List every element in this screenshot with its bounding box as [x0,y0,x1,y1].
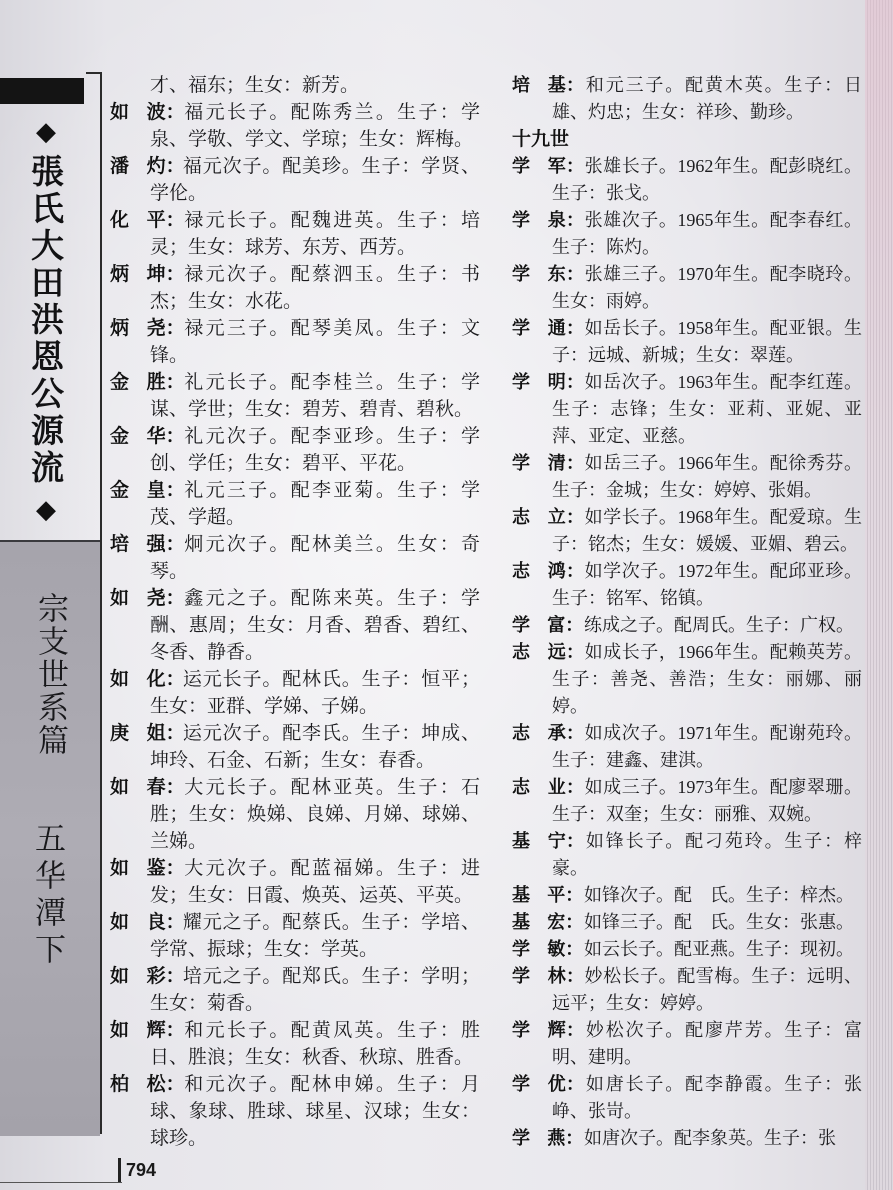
person-name: 柏 松： [110,1073,185,1095]
entry-line [110,909,480,936]
entry-line [110,963,480,990]
entry-line [512,1071,862,1098]
entry-line [552,234,862,261]
genealogy-entry [512,1017,862,1071]
entry-text: 禄元长子。配魏进英。生子：培 [182,210,480,231]
entry-text: 酬、惠周；生女：月香、碧香、碧红、 [150,615,480,636]
genealogy-entry [110,1017,480,1071]
person-name: 学 林： [512,966,584,987]
person-name: 如 鉴： [110,857,185,879]
entry-line [552,585,862,612]
entry-text: 如锋长子。配刁苑玲。生子：梓 [584,831,862,851]
diamond-icon: ◆ [36,495,56,525]
person-name: 庚 姐： [110,722,185,744]
entry-line [552,180,862,207]
entry-text: 谋、学世；生女：碧芳、碧青、碧秋。 [150,399,474,420]
entry-line [150,801,480,828]
entry-text: 福元长子。配陈秀兰。生子：学 [182,102,480,123]
person-name: 志 鸿： [512,561,584,582]
entry-text: 生子：张戈。 [552,183,660,203]
entry-text: 生子：建鑫、建淇。 [552,750,714,770]
entry-line [150,936,480,963]
genealogy-entry [110,1071,480,1152]
person-name: 如 波： [110,101,185,123]
entry-line [150,1125,480,1152]
entry-text: 运元次子。配李氏。生子：坤成、 [182,723,480,744]
entry-line [110,1017,480,1044]
entry-text: 坤玲、石金、石新；生女：春香。 [150,750,436,771]
entry-text: 如成长子，1966年生。配赖英芳。 [584,642,862,662]
entry-line [512,909,862,936]
entry-line [110,369,480,396]
entry-line [150,126,480,153]
entry-text: 培元之子。配郑氏。生子：学明； [182,966,480,987]
entry-text: 如学次子。1972年生。配邱亚珍。 [584,561,862,581]
genealogy-entry [512,612,862,639]
entry-line [512,504,862,531]
entry-line [150,639,480,666]
entry-text: 禄元三子。配琴美凤。生子：文 [182,318,480,339]
entry-text: 生子：志锋；生女：亚莉、亚妮、亚 [552,399,862,419]
entry-text: 鑫元之子。配陈来英。生子：学 [182,588,480,609]
genealogy-entry [110,72,480,99]
entry-text: 学伦。 [150,183,208,204]
entry-text: 兰娣。 [150,831,208,852]
entry-line [552,99,862,126]
entry-line [552,666,862,693]
entry-line [552,531,862,558]
entry-line [150,558,480,585]
entry-line [150,342,480,369]
entry-text: 如岳次子。1963年生。配李红莲。 [584,372,862,392]
genealogy-entry [512,261,862,315]
entry-text: 豪。 [552,858,588,878]
entry-line [150,180,480,207]
entry-line [552,693,862,720]
person-name: 基 平： [512,885,584,906]
generation-heading: 十九世 [512,128,570,150]
entry-line [110,531,480,558]
person-name: 培 基： [512,75,584,96]
genealogy-entry [512,720,862,774]
genealogy-entry [512,1125,862,1152]
entry-text: 礼元长子。配李桂兰。生子：学 [182,372,480,393]
entry-line [150,882,480,909]
person-name: 潘 灼： [110,155,185,177]
entry-text: 生女：亚群、学娣、子娣。 [150,696,379,717]
subsection-title-vertical: 五华潭下 [30,822,65,970]
genealogy-entry [110,585,480,666]
entry-text: 张雄长子。1962年生。配彭晓红。 [584,156,862,176]
genealogy-entry [110,369,480,423]
entry-line [512,828,862,855]
entry-line [512,774,862,801]
person-name: 志 业： [512,777,584,798]
genealogy-entry [512,828,862,882]
genealogy-entry [110,666,480,720]
page-number-bar [118,1158,121,1182]
entry-text: 大元次子。配蓝福娣。生子：进 [182,858,480,879]
entry-line [110,207,480,234]
entry-text: 妙松长子。配雪梅。生子：远明、 [584,966,862,986]
entry-text: 学常、振球；生女：学英。 [150,939,379,960]
entry-text: 禄元次子。配蔡泗玉。生子：书 [182,264,480,285]
person-name: 金 华： [110,425,185,447]
entry-text: 远平；生女：婷婷。 [552,993,714,1013]
person-name: 化 平： [110,209,185,231]
genealogy-entry [110,153,480,207]
entry-text: 锋。 [150,345,189,366]
entry-line [110,1071,480,1098]
entry-text: 创、学任；生女：碧平、平花。 [150,453,417,474]
entry-text: 生子：陈灼。 [552,237,660,257]
entry-line [110,666,480,693]
section-title-vertical: 宗支世系篇 [33,592,68,757]
entry-line [150,612,480,639]
entry-text: 婷。 [552,696,588,716]
sidebar-divider-line [100,72,102,1134]
entry-text: 灵；生女：球芳、东芳、西芳。 [150,237,417,258]
genealogy-entry [110,207,480,261]
entry-text: 耀元之子。配蔡氏。生子：学培、 [182,912,480,933]
entry-line [552,477,862,504]
entry-text: 生女：雨婷。 [552,291,660,311]
genealogy-entry [512,558,862,612]
entry-line [512,369,862,396]
genealogy-entry [512,207,862,261]
entry-line [552,801,862,828]
entry-text: 萍、亚定、亚慈。 [552,426,696,446]
entry-line [110,99,480,126]
entry-line [150,1044,480,1071]
genealogy-entry [110,261,480,315]
entry-text: 如岳长子。1958年生。配亚银。生 [584,318,862,338]
genealogy-entry [110,720,480,774]
entry-line [512,936,862,963]
entry-line [150,828,480,855]
entry-line [110,261,480,288]
entry-line [512,1017,862,1044]
genealogy-entry [110,774,480,855]
entry-line [512,612,862,639]
entry-text: 才、福东；生女：新芳。 [150,75,360,96]
person-name: 学 东： [512,264,584,285]
right-text-column [512,72,862,1152]
person-name: 炳 坤： [110,263,185,285]
entry-text: 生子：铭军、铭镇。 [552,588,714,608]
person-name: 基 宁： [512,831,584,852]
entry-text: 日、胜浪；生女：秋香、秋琼、胜香。 [150,1047,474,1068]
entry-line [552,1098,862,1125]
genealogy-entry [110,855,480,909]
genealogy-entry [512,774,862,828]
genealogy-entry [512,936,862,963]
genealogy-entry [110,99,480,153]
entry-line [110,585,480,612]
entry-line [150,72,480,99]
entry-line [150,288,480,315]
entry-line [512,1125,862,1152]
entry-text: 泉、学敬、学文、学琼；生女：辉梅。 [150,129,474,150]
entry-text: 冬香、静香。 [150,642,265,663]
entry-line [552,855,862,882]
entry-text: 如唐次子。配李象英。生子：张 [584,1128,836,1148]
entry-line [512,963,862,990]
genealogy-entry [110,315,480,369]
person-name: 学 优： [512,1074,584,1095]
entry-text: 炯元次子。配林美兰。生女：奇 [182,534,480,555]
entry-text: 妙松次子。配廖芹芳。生子：富 [584,1020,862,1040]
entry-line [512,720,862,747]
entry-text: 运元长子。配林氏。生子：恒平； [182,669,480,690]
entry-line [512,450,862,477]
entry-line [552,747,862,774]
genealogy-entry [512,369,862,450]
person-name: 如 尧： [110,587,185,609]
entry-line [552,1044,862,1071]
entry-line [150,1098,480,1125]
person-name: 学 清： [512,453,584,474]
person-name: 志 承： [512,723,584,744]
entry-line [552,423,862,450]
person-name: 学 明： [512,372,584,393]
person-name: 学 富： [512,615,584,636]
entry-line [512,558,862,585]
entry-text: 和元次子。配林申娣。生子：月 [182,1074,480,1095]
person-name: 学 燕： [512,1128,584,1149]
entry-line [150,396,480,423]
genealogy-entry [110,423,480,477]
genealogy-entry [110,963,480,1017]
entry-line [150,990,480,1017]
person-name: 学 辉： [512,1020,584,1041]
genealogy-entry [512,315,862,369]
person-name: 基 宏： [512,912,584,933]
entry-text: 礼元次子。配李亚珍。生子：学 [182,426,480,447]
genealogy-entry [110,909,480,963]
entry-line [552,990,862,1017]
entry-text: 如唐长子。配李静霞。生子：张 [584,1074,862,1094]
entry-text: 大元长子。配林亚英。生子：石 [182,777,480,798]
entry-text: 生子：金城；生女：婷婷、张娟。 [552,480,822,500]
entry-line [110,855,480,882]
entry-text: 张雄三子。1970年生。配李晓玲。 [584,264,862,284]
entry-text: 明、建明。 [552,1047,642,1067]
entry-line [110,153,480,180]
entry-text: 和元三子。配黄木英。生子：日 [584,75,862,95]
entry-line [150,450,480,477]
person-name: 培 强： [110,533,185,555]
header-black-bar [0,78,84,104]
entry-line [512,153,862,180]
diamond-icon: ◆ [36,117,56,147]
entry-line [110,774,480,801]
person-name: 炳 尧： [110,317,185,339]
entry-line [512,882,862,909]
left-text-column [110,72,480,1152]
person-name: 志 立： [512,507,584,528]
entry-line [552,288,862,315]
entry-text: 琴。 [150,561,189,582]
entry-line [150,504,480,531]
genealogy-entry [512,639,862,720]
entry-text: 球、象球、胜球、球星、汉球；生女： [150,1101,480,1122]
entry-line [512,315,862,342]
genealogy-entry [512,504,862,558]
person-name: 如 辉： [110,1019,185,1041]
entry-line [110,423,480,450]
entry-text: 福元次子。配美珍。生子：学贤、 [182,156,480,177]
genealogy-entry [512,72,862,126]
entry-text: 张雄次子。1965年生。配李春红。 [584,210,862,230]
entry-text: 生子：善尧、善浩；生女：丽娜、丽 [552,669,862,689]
person-name: 学 泉： [512,210,584,231]
entry-text: 和元长子。配黄凤英。生子：胜 [182,1020,480,1041]
entry-line [110,315,480,342]
genealogy-entry [512,882,862,909]
footer-rule [0,1182,122,1183]
entry-text: 练成之子。配周氏。生子：广权。 [584,615,854,635]
entry-line [512,72,862,99]
entry-text: 如成三子。1973年生。配廖翠珊。 [584,777,862,797]
entry-text: 如锋三子。配 氏。生女：张惠。 [584,912,854,932]
person-name: 如 彩： [110,965,185,987]
entry-text: 子：远城、新城；生女：翠莲。 [552,345,804,365]
person-name: 如 化： [110,668,185,690]
entry-text: 雄、灼忠；生女：祥珍、勤珍。 [552,102,804,122]
person-name: 如 春： [110,776,185,798]
person-name: 金 皇： [110,479,185,501]
person-name: 学 军： [512,156,584,177]
entry-line [512,207,862,234]
entry-line [150,747,480,774]
genealogy-entry [512,963,862,1017]
entry-text: 如云长子。配亚燕。生子：现初。 [584,939,854,959]
entry-line [110,477,480,504]
person-name: 志 远： [512,642,584,663]
entry-text: 如学长子。1968年生。配爱琼。生 [584,507,862,527]
entry-text: 如锋次子。配 氏。生子：梓杰。 [584,885,854,905]
entry-text: 如成次子。1971年生。配谢苑玲。 [584,723,862,743]
entry-line [150,693,480,720]
genealogy-entry [110,531,480,585]
person-name: 学 通： [512,318,584,339]
genealogy-entry [512,153,862,207]
page-number: 794 [126,1160,157,1180]
entry-text: 峥、张岢。 [552,1101,642,1121]
book-title-vertical: 張氏大田洪恩公源流 [26,154,65,487]
entry-text: 生女：菊香。 [150,993,265,1014]
entry-text: 茂、学超。 [150,507,246,528]
entry-line [552,396,862,423]
person-name: 学 敏： [512,939,584,960]
person-name: 金 胜： [110,371,185,393]
entry-text: 杰；生女：水花。 [150,291,303,312]
entry-line [512,261,862,288]
entry-text: 子：铭杰；生女：媛媛、亚媚、碧云。 [552,534,858,554]
genealogy-entry [512,450,862,504]
entry-line [110,720,480,747]
entry-text: 发；生女：日霞、焕英、运英、平英。 [150,885,474,906]
person-name: 如 良： [110,911,185,933]
genealogy-entry [512,909,862,936]
entry-text: 球珍。 [150,1128,208,1149]
book-page-edge [865,0,893,1190]
entry-text: 胜；生女：焕娣、良娣、月娣、球娣、 [150,804,480,825]
entry-text: 生子：双奎；生女：丽雅、双婉。 [552,804,822,824]
entry-line [552,342,862,369]
entry-line [512,639,862,666]
entry-line [150,234,480,261]
entry-text: 如岳三子。1966年生。配徐秀芬。 [584,453,862,473]
genealogy-entry [110,477,480,531]
entry-text: 礼元三子。配李亚菊。生子：学 [182,480,480,501]
genealogy-entry [512,1071,862,1125]
